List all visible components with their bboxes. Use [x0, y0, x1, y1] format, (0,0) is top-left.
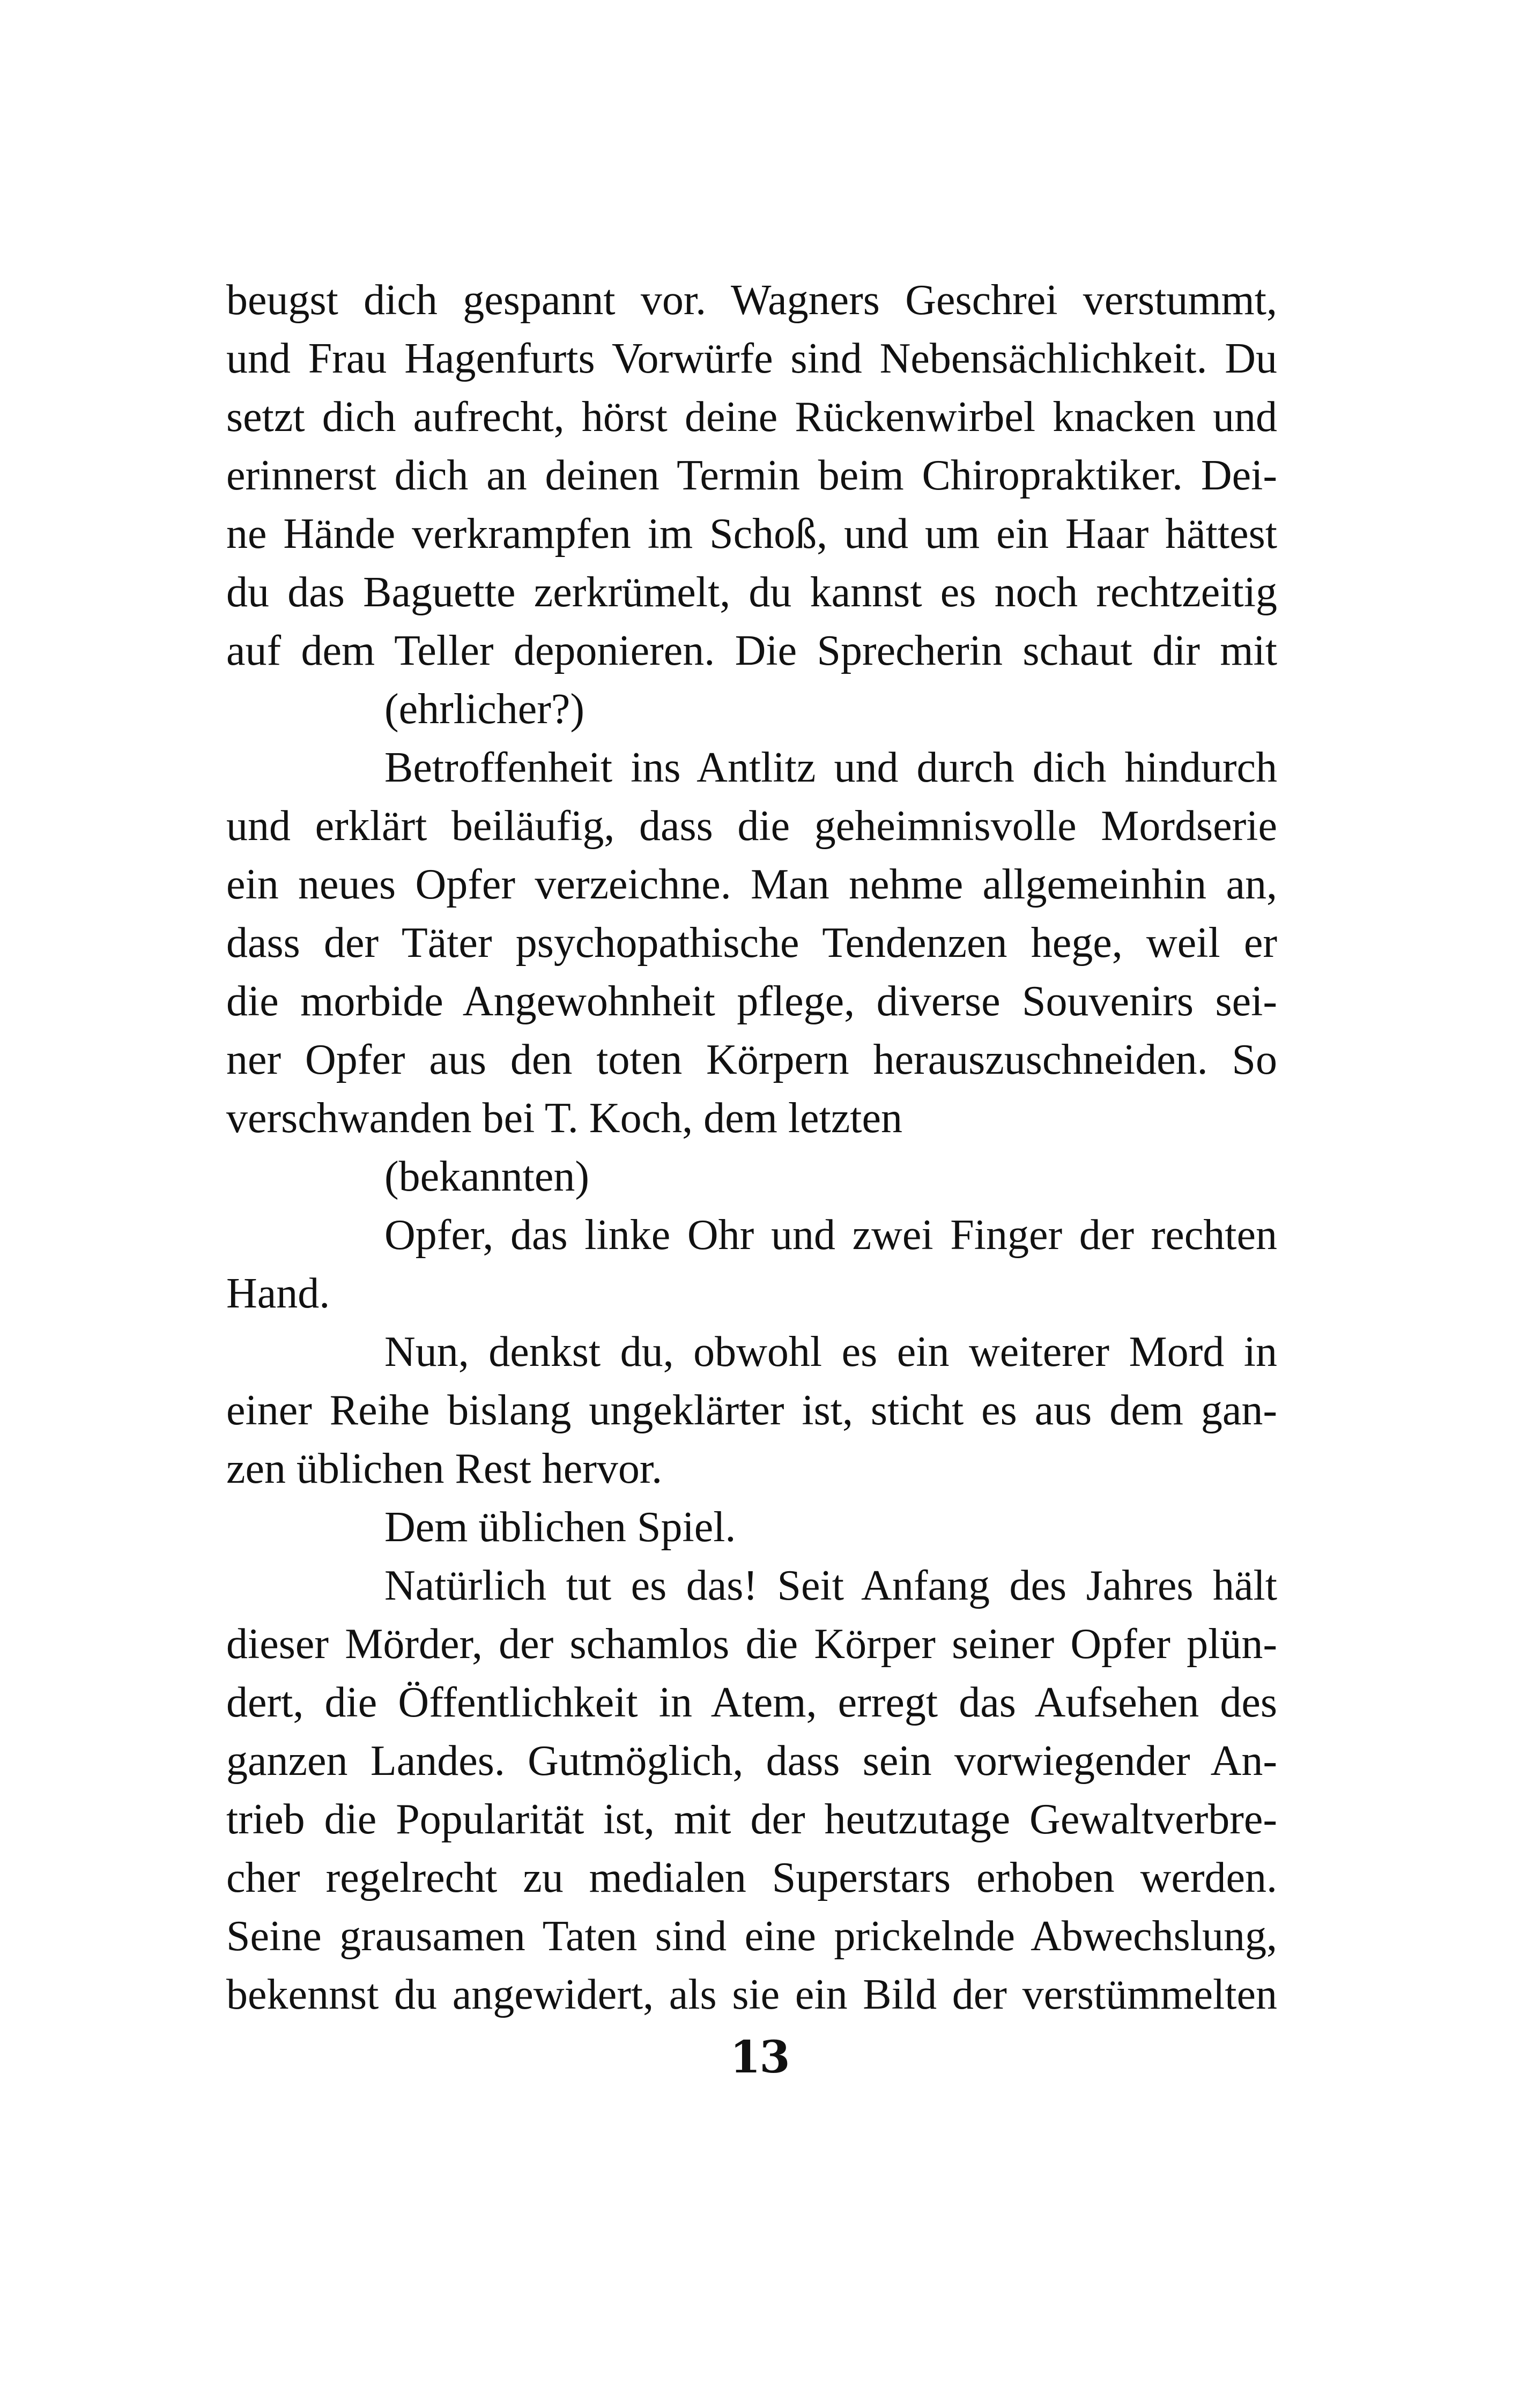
text-line: zen üblichen Rest hervor.: [226, 1445, 663, 1492]
text-line: ner Opfer aus den toten Körpern herauszuschneiden. So: [226, 1036, 1277, 1083]
text-line: verschwanden bei T. Koch, dem letzten: [226, 1095, 903, 1142]
text-line: Seine grausamen Taten sind eine prickelnde Abwechslung,: [226, 1913, 1277, 1960]
text-line: die morbide Angewohnheit pflege, diverse Souvenirs sei-: [226, 978, 1277, 1025]
text-line: Natürlich tut es das! Seit Anfang des Jahres hält: [384, 1562, 1277, 1609]
text-line: Dem üblichen Spiel.: [384, 1504, 736, 1551]
text-line: beugst dich gespannt vor. Wagners Geschrei verstummt,: [226, 277, 1277, 324]
text-line: Opfer, das linke Ohr und zwei Finger der rechten: [384, 1212, 1277, 1259]
text-line: und erklärt beiläufig, dass die geheimnisvolle Mordserie: [226, 802, 1277, 850]
text-line: dieser Mörder, der schamlos die Körper seiner Opfer plün-: [226, 1621, 1277, 1668]
text-line: und Frau Hagenfurts Vorwürfe sind Nebensächlichkeit. Du: [226, 335, 1277, 382]
text-line: Hand.: [226, 1270, 330, 1317]
text-line: cher regelrecht zu medialen Superstars erhoben werden.: [226, 1854, 1277, 1901]
text-line: einer Reihe bislang ungeklärter ist, sticht es aus dem gan-: [226, 1387, 1277, 1434]
text-line: (ehrlicher?): [384, 686, 585, 733]
text-line: ganzen Landes. Gutmöglich, dass sein vorwiegender An-: [226, 1737, 1277, 1785]
text-line: bekennst du angewidert, als sie ein Bild der verstümmelten: [226, 1971, 1277, 2018]
text-line: dass der Täter psychopathische Tendenzen hege, weil er: [226, 919, 1277, 967]
text-line: du das Baguette zerkrümelt, du kannst es noch rechtzeitig: [226, 569, 1277, 616]
text-line: (bekannten): [384, 1153, 590, 1200]
text-line: Nun, denkst du, obwohl es ein weiterer Mord in: [384, 1328, 1277, 1376]
page-number: 13: [730, 2032, 789, 2083]
text-line: setzt dich aufrecht, hörst deine Rückenwirbel knacken und: [226, 393, 1277, 441]
text-line: trieb die Popularität ist, mit der heutzutage Gewaltverbre-: [226, 1796, 1277, 1843]
text-line: ein neues Opfer verzeichne. Man nehme allgemeinhin an,: [226, 861, 1277, 908]
text-line: auf dem Teller deponieren. Die Sprecherin schaut dir mit: [226, 627, 1277, 674]
text-line: dert, die Öffentlichkeit in Atem, erregt das Aufsehen des: [226, 1679, 1277, 1726]
body-text: [226, 271, 1277, 2024]
text-line: erinnerst dich an deinen Termin beim Chiropraktiker. Dei-: [226, 452, 1277, 499]
text-line: ne Hände verkrampfen im Schoß, und um ein Haar hättest: [226, 510, 1277, 558]
text-line: Betroffenheit ins Antlitz und durch dich hindurch: [384, 744, 1277, 791]
